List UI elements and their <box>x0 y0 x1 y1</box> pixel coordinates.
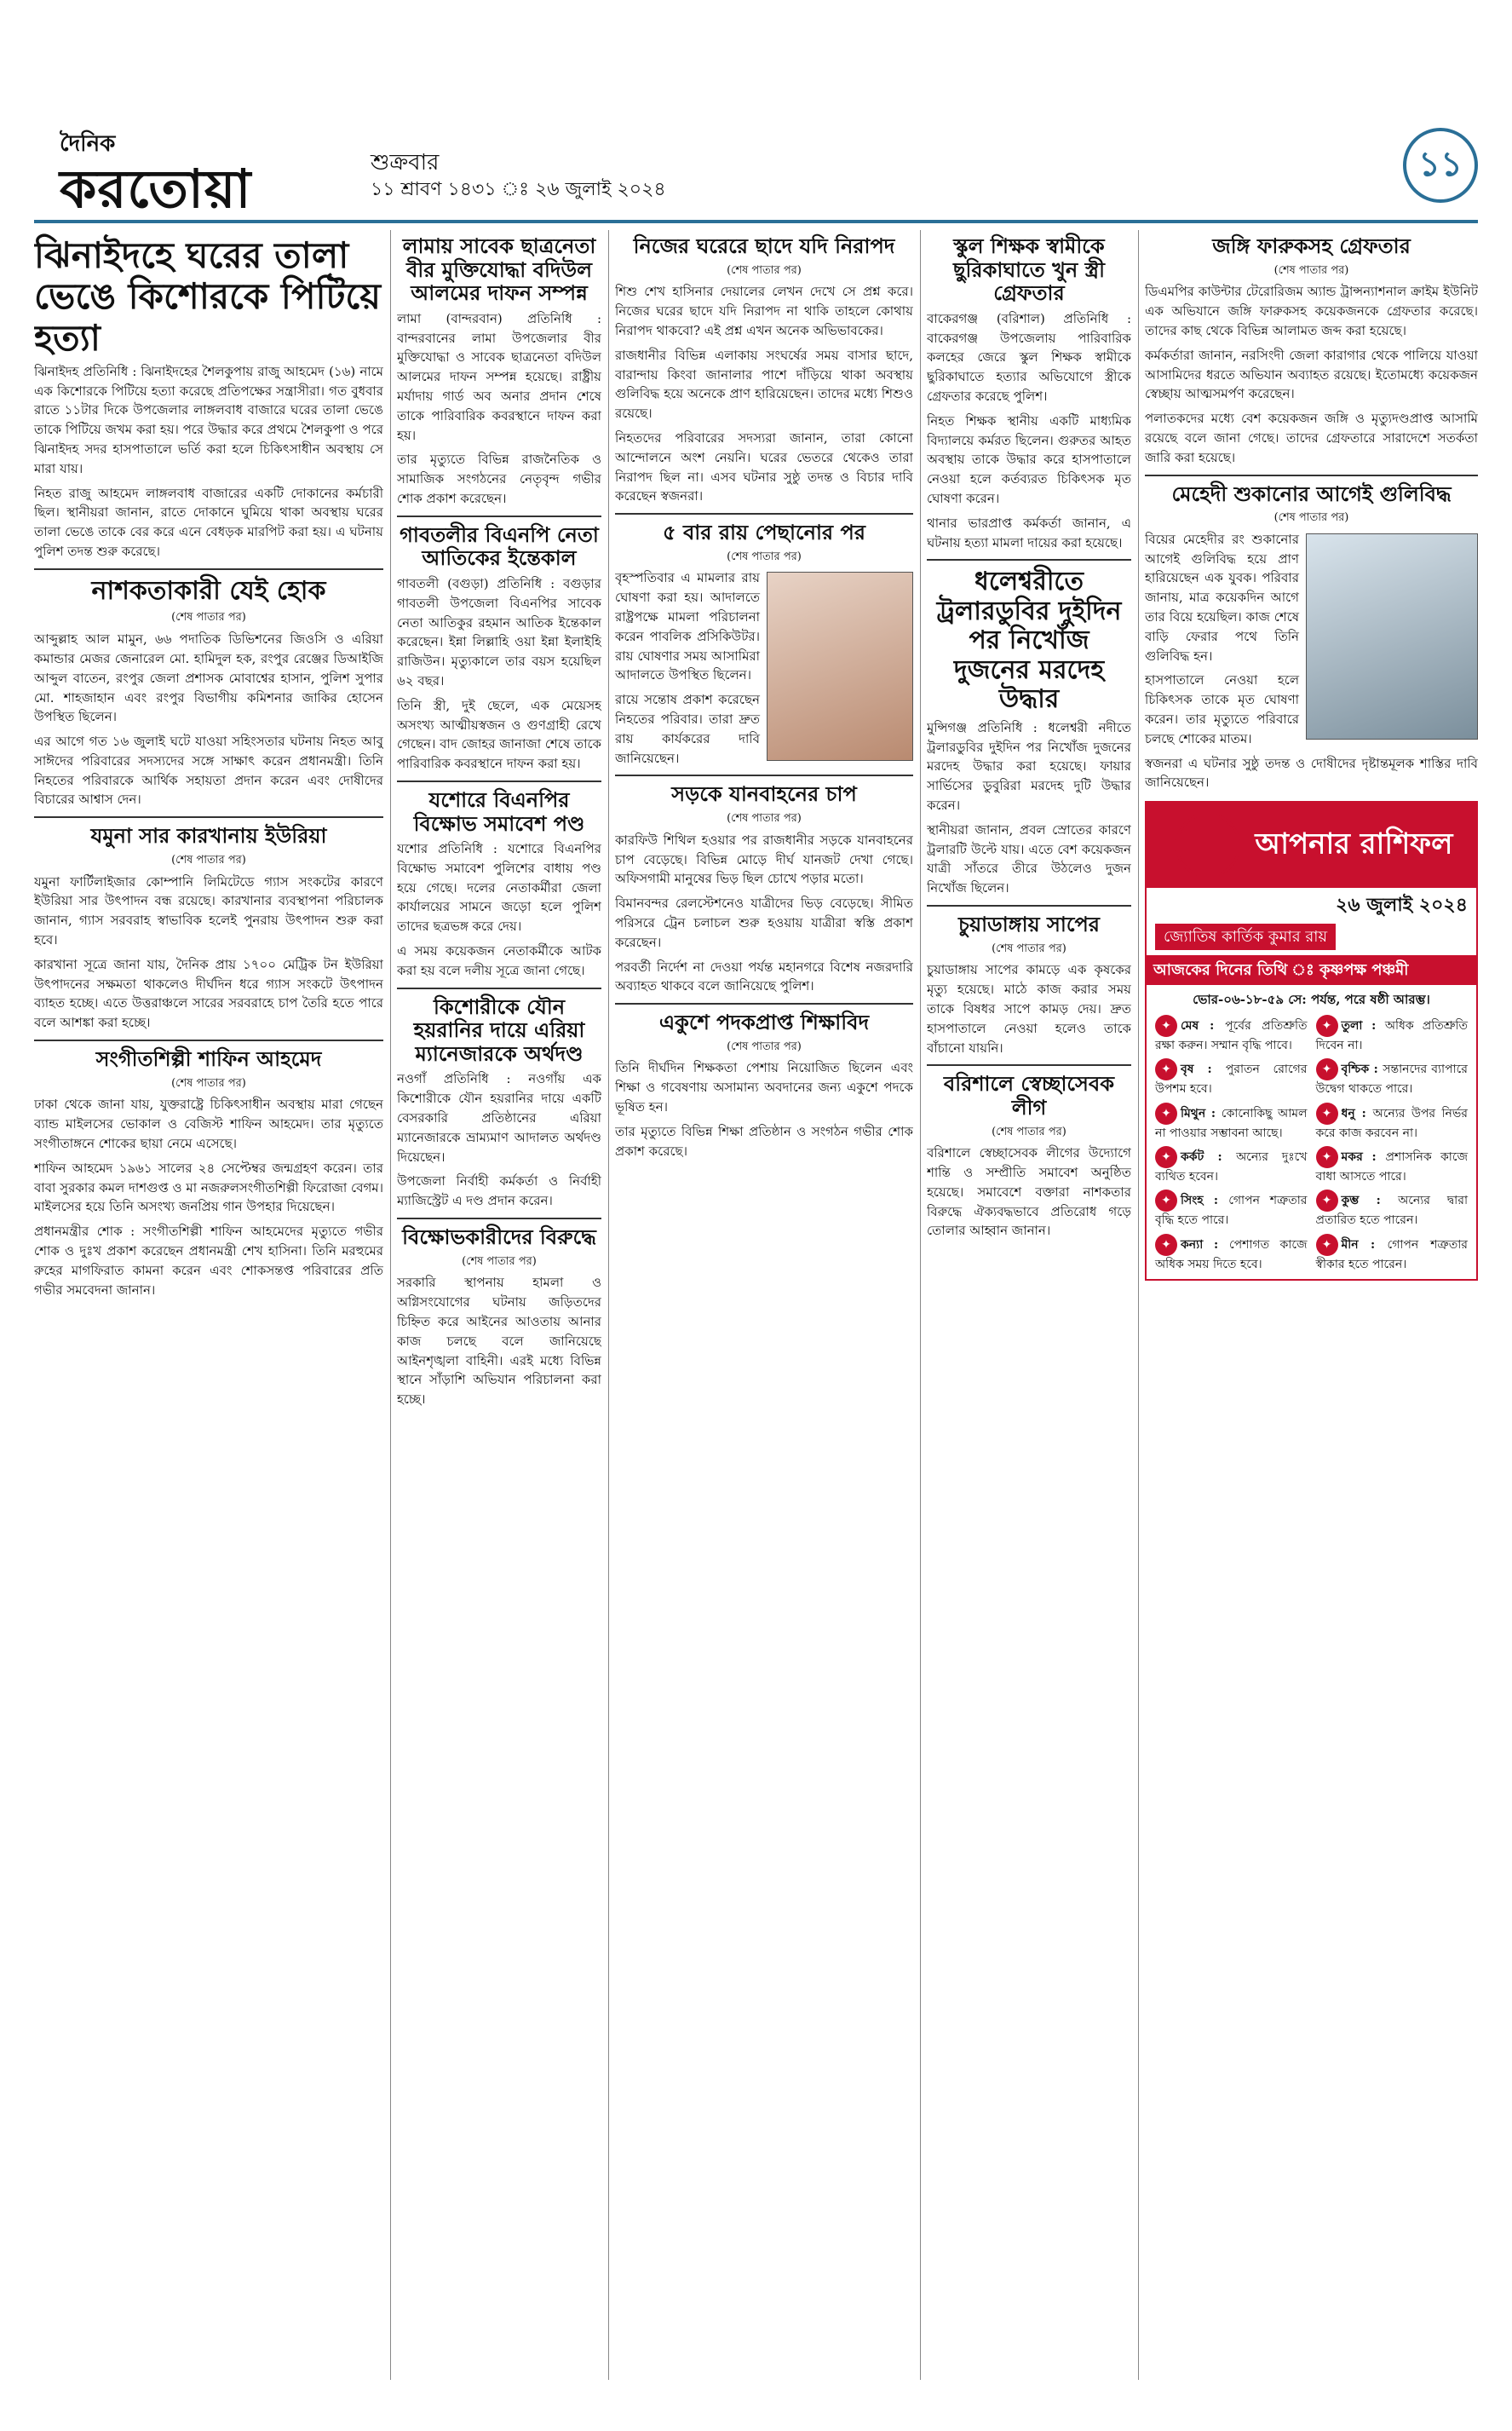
zodiac-icon: ✦ <box>1316 1015 1338 1037</box>
column-2 <box>397 230 601 2380</box>
sign-text: পেশাগত কাজে অধিক সময় দিতে হবে। <box>1155 1237 1308 1271</box>
zodiac-icon: ✦ <box>1316 1146 1338 1168</box>
column-separator <box>390 230 391 2380</box>
section-headline: কিশোরীকে যৌন হয়রানির দায়ে এরিয়া ম্যানেজারকে অর্থদণ্ড <box>413 994 585 1066</box>
zodiac-icon: ✦ <box>1155 1058 1177 1080</box>
logo-small: দৈনিক <box>60 131 116 157</box>
divider <box>615 1003 913 1005</box>
article-paragraph: যশোর প্রতিনিধি : যশোরে বিএনপির বিক্ষোভ সমাবেশ পুলিশের বাধায় পণ্ড হয়ে গেছে। দলের নেতাকর্মীরা জেলা কার্যালয়ের সামনে জড়ো হলে পুলিশ তাদের ছত্রভঙ্গ করে দেয়। <box>397 841 601 935</box>
divider <box>397 988 601 989</box>
article-paragraph: এ সময় কয়েকজন নেতাকর্মীকে আটক করা হয় বলে দলীয় সূত্রে জানা গেছে। <box>397 943 601 978</box>
horoscope-sign-entry <box>1316 1103 1469 1143</box>
article-paragraph: ঢাকা থেকে জানা যায়, যুক্তরাষ্ট্রে চিকিৎসাধীন অবস্থায় মারা গেছেন ব্যান্ড মাইলসের ভোকাল ও বেজিস্ট শাফিন আহমেদ। তার মৃত্যুতে সংগীতাঙ্গনে শোকের ছায়া নেমে এসেছে। <box>34 1097 383 1151</box>
article-paragraph: বরিশালে স্বেচ্ছাসেবক লীগের উদ্যোগে শান্তি ও সম্প্রীতি সমাবেশ অনুষ্ঠিত হয়েছে। সমাবেশে বক্তারা নাশকতার বিরুদ্ধে ঐক্যবদ্ধভাবে প্রতিরোধ গড়ে তোলার আহ্বান জানান। <box>927 1145 1131 1239</box>
article-paragraph: তিনি স্ত্রী, দুই ছেলে, এক মেয়েসহ অসংখ্য আত্মীয়স্বজন ও গুণগ্রাহী রেখে গেছেন। বাদ জোহর জানাজা শেষে তাকে পারিবারিক কবরস্থানে দাফন করা হয়। <box>397 697 601 772</box>
continued-label: (শেষ পাতার পর) <box>727 1040 802 1053</box>
divider <box>397 1218 601 1219</box>
divider <box>397 516 601 517</box>
article-paragraph: চুয়াডাঙ্গায় সাপের কামড়ে এক কৃষকের মৃত্যু হয়েছে। মাঠে কাজ করার সময় তাকে বিষধর সাপে কামড় দেয়। দ্রুত হাসপাতালে নেওয়া হলেও তাকে বাঁচানো যায়নি। <box>927 962 1131 1056</box>
article-paragraph: তিনি দীর্ঘদিন শিক্ষকতা পেশায় নিয়োজিত ছিলেন এবং শিক্ষা ও গবেষণায় অসামান্য অবদানের জন্য একুশে পদকে ভূষিত হন। <box>615 1060 913 1115</box>
section-headline: মেহেদী শুকানোর আগেই গুলিবিদ্ধ <box>1171 481 1452 506</box>
article-paragraph: রায়ে সন্তোষ প্রকাশ করেছেন নিহতের পরিবার। তারা দ্রুত রায় কার্যকরের দাবি জানিয়েছেন। <box>615 692 760 766</box>
sign-name: মকর : <box>1341 1149 1386 1164</box>
continued-label: (শেষ পাতার পর) <box>727 263 802 277</box>
horoscope-sign-entry <box>1316 1190 1469 1230</box>
section-headline: নাশকতাকারী যেই হোক <box>91 575 326 606</box>
continued-label: (শেষ পাতার পর) <box>727 812 802 826</box>
zodiac-icon: ✦ <box>1316 1058 1338 1080</box>
continued-label: (শেষ পাতার পর) <box>171 1076 246 1090</box>
tithi-subtext: ভোর-০৬-১৮-৫৯ সে: পর্যন্ত, পরে ষষ্ঠী আরম্ভ। <box>1193 992 1430 1008</box>
article-paragraph: বৃহস্পতিবার এ মামলার রায় ঘোষণা করা হয়। আদালতে রাষ্ট্রপক্ষে মামলা পরিচালনা করেন পাবলিক প্রসিকিউটর। রায় ঘোষণার সময় আসামিরা আদালতে উপস্থিত ছিলেন। <box>615 570 760 683</box>
section-headline: বরিশালে স্বেচ্ছাসেবক লীগ <box>943 1072 1115 1120</box>
horoscope-sign-entry <box>1316 1146 1469 1186</box>
article-paragraph: বাকেরগঞ্জ (বরিশাল) প্রতিনিধি : বাকেরগঞ্জ উপজেলায় পারিবারিক কলহের জেরে স্কুল শিক্ষক স্বামীকে ছুরিকাঘাতে হত্যার অভিযোগে স্ত্রীকে গ্রেফতার করেছে পুলিশ। <box>927 310 1131 404</box>
sign-text: গোপন শত্রুতার বৃদ্ধি হতে পারে। <box>1155 1194 1308 1228</box>
tithi-heading: আজকের দিনের তিথি ঃ কৃষ্ণপক্ষ পঞ্চমী <box>1147 955 1476 985</box>
article-paragraph: ঝিনাইদহ প্রতিনিধি : ঝিনাইদহের শৈলকুপায় রাজু আহমেদ (১৬) নামে এক কিশোরকে পিটিয়ে হত্যা করেছে প্রতিপক্ষের সন্ত্রাসীরা। গত বুধবার রাতে ১১টার দিকে উপজেলার লাঙ্গলবাধ বাজারে ঘরের তালা ভেঙে তাকে পিটিয়ে জখম করা হয়। পরে উদ্ধার করে প্রথমে শৈলকুপা ও পরে ঝিনাইদহ সদর হাসপাতালে ভর্তি করা হলে চিকিৎসাধীন অবস্থায় সে মারা যায়। <box>34 363 383 476</box>
continued-label: (শেষ পাতার পর) <box>992 942 1066 955</box>
article-paragraph: নওগাঁ প্রতিনিধি : নওগাঁয় এক কিশোরীকে যৌন হয়রানির দায়ে একটি বেসরকারি প্রতিষ্ঠানের এরিয়া ম্যানেজারকে ভ্রাম্যমাণ আদালত অর্থদণ্ড দিয়েছেন। <box>397 1071 601 1165</box>
column-1 <box>34 230 383 2380</box>
zodiac-icon: ✦ <box>1316 1103 1338 1125</box>
divider <box>927 559 1131 561</box>
article-paragraph: পলাতকদের মধ্যে বেশ কয়েকজন জঙ্গি ও মৃত্যুদণ্ডপ্রাপ্ত আসামি রয়েছে বলে জানা গেছে। তাদের গ্রেফতারে সারাদেশে সতর্কতা জারি করা হয়েছে। <box>1145 411 1478 465</box>
article-paragraph: সরকারি স্থাপনায় হামলা ও অগ্নিসংযোগের ঘটনায় জড়িতদের চিহ্নিত করে আইনের আওতায় আনার কাজ চলছে বলে জানিয়েছে আইনশৃঙ্খলা বাহিনী। এরই মধ্যে বিভিন্ন স্থানে সাঁড়াশি অভিযান পরিচালনা করা হচ্ছে। <box>397 1275 601 1408</box>
sign-name: কুম্ভ : <box>1341 1194 1399 1208</box>
divider <box>34 568 383 570</box>
column-separator <box>608 230 609 2380</box>
article-paragraph: শাফিন আহমেদ ১৯৬১ সালের ২৪ সেপ্টেম্বর জন্মগ্রহণ করেন। তার বাবা সুরকার কমল দাশগুপ্ত ও মা নজরুলসংগীতশিল্পী ফিরোজা বেগম। মাইলসের হয়ে তিনি অসংখ্য জনপ্রিয় গান উপহার দিয়েছেন। <box>34 1160 383 1215</box>
sign-name: কন্যা : <box>1181 1237 1229 1252</box>
article-paragraph: নিহত রাজু আহমেদ লাঙ্গলবাধ বাজারের একটি দোকানের কর্মচারী ছিল। স্থানীয়রা জানান, রাতে দোকানে ঘুমিয়ে থাকা অবস্থায় ঘরের তালা ভেঙে তাকে বের করে এনে বেধড়ক মারপিট করা হয়। এ ঘটনায় পুলিশ তদন্ত শুরু করেছে। <box>34 485 383 560</box>
horoscope-sign-entry <box>1155 1146 1308 1186</box>
horoscope-sign-entry <box>1155 1103 1308 1143</box>
article-paragraph: আব্দুল্লাহ আল মামুন, ৬৬ পদাতিক ডিভিশনের জিওসি ও এরিয়া কমান্ডার মেজর জেনারেল মো. হামিদুল হক, রংপুর রেঞ্জের ডিআইজি আব্দুল বাতেন, রংপুর জেলা প্রশাসক মোবাশ্বের হাসান, পুলিশ সুপার মো. শাহজাহান এবং রংপুর বিভাগীয় কমিশনার জাকির হোসেন উপস্থিত ছিলেন। <box>34 631 383 725</box>
article-paragraph: হাসপাতালে নেওয়া হলে চিকিৎসক তাকে মৃত ঘোষণা করেন। তার মৃত্যুতে পরিবারে চলছে শোকের মাতম। <box>1145 672 1299 746</box>
article-paragraph: তার মৃত্যুতে বিভিন্ন শিক্ষা প্রতিষ্ঠান ও সংগঠন গভীর শোক প্রকাশ করেছে। <box>615 1123 913 1159</box>
section-headline: ধলেশ্বরীতে ট্রলারডুবির দুইদিন পর নিখোঁজ দুজনের মরদেহ উদ্ধার <box>936 567 1122 715</box>
horoscope-sign-entry <box>1155 1234 1308 1274</box>
sign-name: সিংহ : <box>1181 1194 1229 1208</box>
article-paragraph: কারখানা সূত্রে জানা যায়, দৈনিক প্রায় ১৭০০ মেট্রিক টন ইউরিয়া উৎপাদনের সক্ষমতা থাকলেও দীর্ঘদিন ধরে গ্যাস সংকটে উৎপাদন ব্যাহত হচ্ছে। এতে উত্তরাঞ্চলে সারের সরবরাহে চাপ তৈরি হতে পারে বলে আশঙ্কা করা হচ্ছে। <box>34 956 383 1031</box>
zodiac-icon: ✦ <box>1316 1190 1338 1212</box>
article-paragraph: স্থানীয়রা জানান, প্রবল স্রোতের কারণে ট্রলারটি উল্টে যায়। এতে বেশ কয়েকজন যাত্রী সাঁতরে তীরে উঠলেও দুজন নিখোঁজ ছিলেন। <box>927 821 1131 896</box>
article-paragraph: বিয়ের মেহেদীর রং শুকানোর আগেই গুলিবিদ্ধ হয়ে প্রাণ হারিয়েছেন এক যুবক। পরিবার জানায়, মাত্র কয়েকদিন আগে তার বিয়ে হয়েছিল। কাজ শেষে বাড়ি ফেরার পথে তিনি গুলিবিদ্ধ হন। <box>1145 531 1299 664</box>
divider <box>1145 475 1478 476</box>
horoscope-sign-entry <box>1155 1190 1308 1230</box>
continued-label: (শেষ পাতার পর) <box>992 1125 1066 1138</box>
sign-text: প্রশাসনিক কাজে বাধা আসতে পারে। <box>1315 1149 1469 1184</box>
logo: করতোয়া <box>60 158 252 220</box>
continued-label: (শেষ পাতার পর) <box>462 1254 537 1268</box>
article-paragraph: ডিএমপির কাউন্টার টেরোরিজম অ্যান্ড ট্রান্সন্যাশনাল ক্রাইম ইউনিট এক অভিযানে জঙ্গি ফারুকসহ কয়েকজনকে গ্রেফতার করেছে। তাদের কাছ থেকে বিভিন্ন আলামত জব্দ করা হয়েছে। <box>1145 284 1478 338</box>
article-paragraph: যমুনা ফার্টিলাইজার কোম্পানি লিমিটেডে গ্যাস সংকটের কারণে ইউরিয়া সার উৎপাদন বন্ধ রয়েছে। কারখানার ব্যবস্থাপনা পরিচালক জানান, গ্যাস সরবরাহ স্বাভাবিক হলেই পুনরায় উৎপাদন শুরু করা হবে। <box>34 873 383 948</box>
portrait-photo <box>767 572 913 761</box>
article-paragraph: নিহতদের পরিবারের সদস্যরা জানান, তারা কোনো আন্দোলনে অংশ নেয়নি। ঘরের ভেতরে থেকেও তারা নিরাপদ ছিল না। এসব ঘটনার সুষ্ঠু তদন্ত ও বিচার দাবি করেছেন স্বজনরা। <box>615 429 913 504</box>
continued-label: (শেষ পাতার পর) <box>171 853 246 867</box>
horoscope-sign-entry <box>1316 1058 1469 1098</box>
sign-text: অন্যের উপর নির্ভর করে কাজ করবেন না। <box>1315 1106 1468 1140</box>
divider <box>397 781 601 782</box>
issue-date: ১১ শ্রাবণ ১৪৩১ ঃ ২৬ জুলাই ২০২৪ <box>371 179 666 200</box>
article-paragraph: পরবর্তী নির্দেশ না দেওয়া পর্যন্ত মহানগরে বিশেষ নজরদারি অব্যাহত থাকবে বলে জানিয়েছে পুলিশ। <box>615 959 913 994</box>
sign-name: মিথুন : <box>1181 1106 1222 1120</box>
article-paragraph: উপজেলা নির্বাহী কর্মকর্তা ও নির্বাহী ম্যাজিস্ট্রেট এ দণ্ড প্রদান করেন। <box>397 1173 601 1209</box>
zodiac-icon: ✦ <box>1316 1234 1338 1256</box>
article-paragraph: তার মৃত্যুতে বিভিন্ন রাজনৈতিক ও সামাজিক সংগঠনের নেতৃবৃন্দ গভীর শোক প্রকাশ করেছেন। <box>397 452 601 506</box>
sign-name: তুলা : <box>1341 1019 1385 1034</box>
article-paragraph: লামা (বান্দরবান) প্রতিনিধি : বান্দরবানের লামা উপজেলার বীর মুক্তিযোদ্ধা ও সাবেক ছাত্রনেতা বদিউল আলমের দাফন সম্পন্ন হয়েছে। রাষ্ট্রীয় মর্যাদায় গার্ড অব অনার প্রদান শেষে তাকে পারিবারিক কবরস্থানে দাফন করা হয়। <box>397 310 601 443</box>
continued-label: (শেষ পাতার পর) <box>171 611 246 625</box>
masthead-rule <box>34 220 1478 223</box>
section-headline: সড়কে যানবাহনের চাপ <box>671 782 857 807</box>
sign-text: পুরাতন রোগের উপশম হবে। <box>1155 1063 1308 1097</box>
horoscope-sign-entry <box>1155 1015 1308 1055</box>
horoscope-box <box>1145 801 1478 1281</box>
article-paragraph: নিহত শিক্ষক স্থানীয় একটি মাধ্যমিক বিদ্যালয়ে কর্মরত ছিলেন। গুরুতর আহত অবস্থায় তাকে উদ্ধার করে হাসপাতালে নেওয়া হলে কর্তব্যরত চিকিৎসক মৃত ঘোষণা করেন। <box>927 412 1131 506</box>
section-headline: সংগীতশিল্পী শাফিন আহমেদ <box>95 1047 322 1071</box>
zodiac-icon: ✦ <box>1155 1103 1177 1125</box>
section-headline: ৫ বার রায় পেছানোর পর <box>663 521 865 545</box>
divider <box>927 905 1131 907</box>
sign-name: মীন : <box>1341 1237 1388 1252</box>
portrait-photo <box>1306 533 1478 740</box>
section-headline: জঙ্গি ফারুকসহ গ্রেফতার <box>1212 234 1411 258</box>
divider <box>927 1064 1131 1066</box>
article-paragraph: প্রধানমন্ত্রীর শোক : সংগীতশিল্পী শাফিন আহমেদের মৃত্যুতে গভীর শোক ও দুঃখ প্রকাশ করেছেন প্রধানমন্ত্রী শেখ হাসিনা। তিনি মরহুমের রুহের মাগফিরাত কামনা করেন এবং শোকসন্তপ্ত পরিবারের প্রতি গভীর সমবেদনা জানান। <box>34 1224 383 1298</box>
column-separator <box>1138 230 1139 2380</box>
continued-label: (শেষ পাতার পর) <box>1273 511 1349 525</box>
sign-text: সন্তানদের ব্যাপারে উদ্বেগ থাকতে পারে। <box>1315 1063 1468 1097</box>
section-headline: চুয়াডাঙ্গায় সাপের <box>958 913 1100 937</box>
section-headline: লামায় সাবেক ছাত্রনেতা বীর মুক্তিযোদ্ধা বদিউল আলমের দাফন সম্পন্ন <box>402 234 596 306</box>
article-paragraph: স্বজনরা এ ঘটনার সুষ্ঠু তদন্ত ও দোষীদের দৃষ্টান্তমূলক শাস্তির দাবি জানিয়েছেন। <box>1145 755 1478 791</box>
sign-text: অধিক প্রতিশ্রুতি দিবেন না। <box>1315 1019 1468 1053</box>
sign-text: অন্যের দ্বারা প্রতারিত হতে পারেন। <box>1315 1194 1468 1228</box>
article-paragraph: থানার ভারপ্রাপ্ত কর্মকর্তা জানান, এ ঘটনায় হত্যা মামলা দায়ের করা হয়েছে। <box>927 515 1131 550</box>
section-headline: যমুনা সার কারখানায় ইউরিয়া <box>90 824 327 849</box>
section-headline: একুশে পদকপ্রাপ্ত শিক্ষাবিদ <box>658 1011 870 1035</box>
sign-text: পূর্বের প্রতিশ্রুতি রক্ষা করুন। সম্মান বৃদ্ধি পাবে। <box>1155 1019 1308 1053</box>
page-number: ১১ <box>1403 128 1478 203</box>
zodiac-wheel-icon <box>1176 813 1240 878</box>
article-paragraph: বিমানবন্দর রেলস্টেশনেও যাত্রীদের ভিড় বেড়েছে। সীমিত পরিসরে ট্রেন চলাচল শুরু হওয়ায় যাত্রীরা স্বস্তি প্রকাশ করেছেন। <box>615 896 913 950</box>
sign-name: বৃষ : <box>1181 1063 1226 1077</box>
continued-label: (শেষ পাতার পর) <box>1273 263 1349 277</box>
horoscope-grid <box>1147 1010 1476 1279</box>
column-separator <box>920 230 921 2380</box>
zodiac-icon: ✦ <box>1155 1190 1177 1212</box>
article-paragraph: রাজধানীর বিভিন্ন এলাকায় সংঘর্ষের সময় বাসার ছাদে, বারান্দায় কিংবা জানালার পাশে দাঁড়িয়ে থাকা অবস্থায় গুলিবিদ্ধ হয়ে অনেকে প্রাণ হারিয়েছেন। তাদের মধ্যে শিশুও রয়েছে। <box>615 347 913 422</box>
horoscope-sign-entry <box>1155 1058 1308 1098</box>
issue-day: শুক্রবার <box>371 150 440 176</box>
section-headline: নিজের ঘরেরে ছাদে যদি নিরাপদ <box>633 234 895 258</box>
section-headline: গাবতলীর বিএনপি নেতা আতিকের ইন্তেকাল <box>400 522 599 571</box>
article-paragraph: কারফিউ শিথিল হওয়ার পর রাজধানীর সড়কে যানবাহনের চাপ বেড়েছে। বিভিন্ন মোড়ে দীর্ঘ যানজট দেখা গেছে। অফিসগামী মানুষের ভিড় ছিল চোখে পড়ার মতো। <box>615 832 913 887</box>
sign-text: গোপন শত্রুতার স্বীকার হতে পারেন। <box>1315 1237 1468 1271</box>
section-headline: যশোরে বিএনপির বিক্ষোভ সমাবেশ পণ্ড <box>413 787 585 836</box>
zodiac-icon: ✦ <box>1155 1015 1177 1037</box>
article-paragraph: মুন্সিগঞ্জ প্রতিনিধি : ধলেশ্বরী নদীতে ট্রলারডুবির দুইদিন পর নিখোঁজ দুজনের মরদেহ উদ্ধার করা হয়েছে। ফায়ার সার্ভিসের ডুবুরিরা মরদেহ দুটি উদ্ধার করেন। <box>927 719 1131 814</box>
horoscope-title: আপনার রাশিফল <box>1147 803 1476 888</box>
divider <box>615 513 913 515</box>
horoscope-author: জ্যোতিষ কার্তিক কুমার রায় <box>1155 924 1336 950</box>
lead-headline: ঝিনাইদহে ঘরের তালা ভেঙে কিশোরকে পিটিয়ে হত্যা <box>34 234 381 359</box>
article-paragraph: কর্মকর্তারা জানান, নরসিংদী জেলা কারাগার থেকে পালিয়ে যাওয়া আসামিদের ধরতে অভিযান অব্যাহত রয়েছে। ইতোমধ্যে কয়েকজন স্বেচ্ছায় আত্মসমর্পণ করেছেন। <box>1145 347 1478 402</box>
sign-name: কর্কট : <box>1181 1149 1237 1164</box>
sign-text: কোনোকিছু আমল না পাওয়ার সম্ভাবনা আছে। <box>1155 1106 1308 1140</box>
continued-label: (শেষ পাতার পর) <box>727 550 802 563</box>
sign-name: বৃশ্চিক : <box>1341 1063 1383 1077</box>
column-4 <box>927 230 1131 2380</box>
divider <box>34 816 383 818</box>
article-paragraph: শিশু শেখ হাসিনার দেয়ালের লেখন দেখে সে প্রশ্ন করে। নিজের ঘরের ছাদে যদি নিরাপদ না থাকি তাহলে কোথায় নিরাপদ থাকবো? এই প্রশ্ন এখন অনেক অভিভাবকের। <box>615 284 913 338</box>
article-paragraph: গাবতলী (বগুড়া) প্রতিনিধি : বগুড়ার গাবতলী উপজেলা বিএনপির সাবেক নেতা আতিকুর রহমান আতিক ইন্তেকাল করেছেন। ইন্না লিল্লাহি ওয়া ইন্না ইলাইহি রাজিউন। মৃত্যুকালে তার বয়স হয়েছিল ৬২ বছর। <box>397 575 601 688</box>
section-headline: বিক্ষোভকারীদের বিরুদ্ধে <box>402 1225 596 1250</box>
sign-name: মেষ : <box>1181 1019 1226 1034</box>
divider <box>615 775 913 776</box>
section-headline: স্কুল শিক্ষক স্বামীকে ছুরিকাঘাতে খুন স্ত্রী গ্রেফতার <box>953 234 1105 306</box>
horoscope-sign-entry <box>1316 1234 1469 1274</box>
sign-name: ধনু : <box>1341 1106 1373 1120</box>
masthead <box>34 0 1478 220</box>
sign-text: অন্যের দুঃখে ব্যথিত হবেন। <box>1155 1149 1308 1184</box>
zodiac-icon: ✦ <box>1155 1234 1177 1256</box>
article-paragraph: এর আগে গত ১৬ জুলাই ঘটে যাওয়া সহিংসতার ঘটনায় নিহত আবু সাঈদের পরিবারের সদস্যদের সঙ্গে সাক্ষাৎ করেন প্রধানমন্ত্রী। তিনি নিহতের পরিবারকে আর্থিক সহায়তা প্রদান করেন এবং দোষীদের বিচারের আশ্বাস দেন। <box>34 734 383 808</box>
horoscope-date: ২৬ জুলাই ২০২৪ <box>1335 894 1468 917</box>
column-3 <box>615 230 913 2380</box>
column-5 <box>1145 230 1478 2380</box>
zodiac-icon: ✦ <box>1155 1146 1177 1168</box>
horoscope-sign-entry <box>1316 1015 1469 1055</box>
divider <box>34 1040 383 1041</box>
